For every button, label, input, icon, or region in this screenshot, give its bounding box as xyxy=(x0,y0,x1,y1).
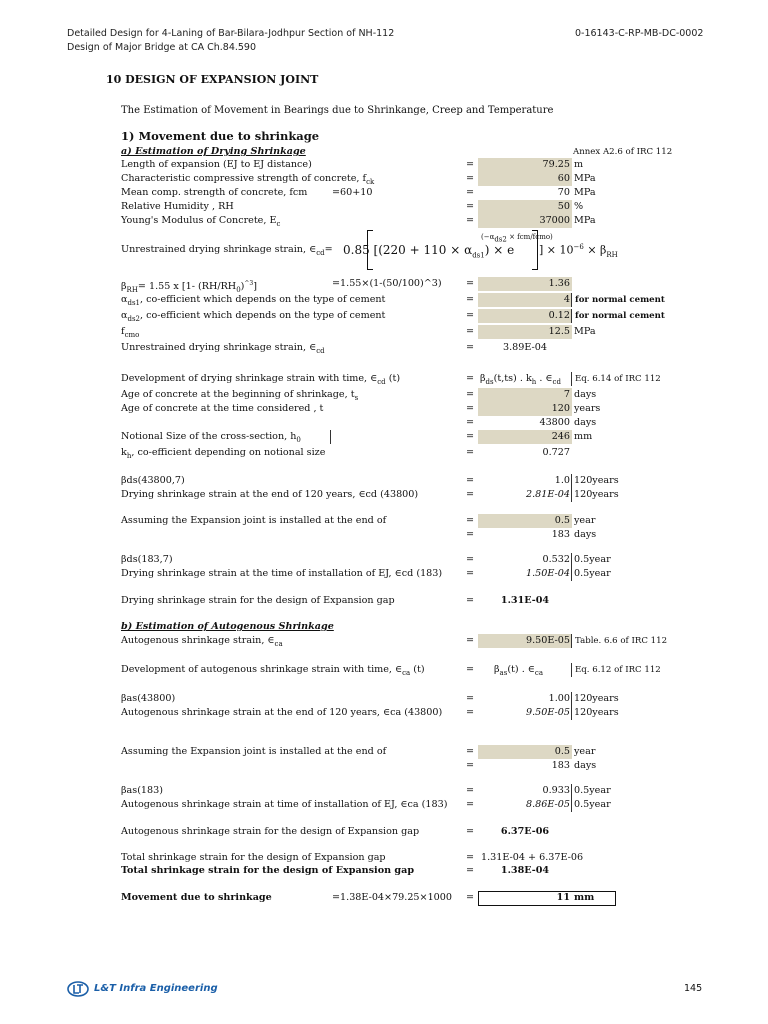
page-number: 145 xyxy=(684,983,703,994)
install-assumption-row: Assuming the Expansion joint is installed at the end of = 0.5 year xyxy=(121,515,596,526)
ecd-formula-row: Unrestrained drying shrinkage strain, $\in_{cd}=$ xyxy=(121,244,333,257)
intro-row: The Estimation of Movement in Bearings due to Shrinkange, Creep and Temperature xyxy=(121,105,554,116)
drying-install-row: Drying shrinkage strain at the time of installation of EJ, ∈cd (183) = 1.50E-04 0.5year xyxy=(121,568,611,579)
autogenous-install-row: Autogenous shrinkage strain at time of installation of EJ, ∈ca (183) = 8.86E-05 0.5year xyxy=(121,799,611,810)
project-title: Detailed Design for 4-Laning of Bar-Bilara-Jodhpur Section of NH-112 xyxy=(67,28,395,39)
drying-subheading-row xyxy=(0,145,768,159)
fcmo-row: $f_{cmo}$ = 12.5 MPa xyxy=(121,326,596,339)
h0-row: Notional Size of the cross-section, $h_0$ = 246 mm xyxy=(121,431,593,444)
install-days-row: = 183 days xyxy=(466,529,597,540)
autogenous-120-row: Autogenous shrinkage strain at the end of 120 years, ∈ca (43800) = 9.50E-05 120years xyxy=(121,707,619,718)
drying-gap-row: Drying shrinkage strain for the design of Expansion gap = 1.31E-04 xyxy=(121,595,550,606)
t-days-row: = 43800 days xyxy=(466,417,597,428)
ts-row: Age of concrete at the beginning of shrinkage, $t_s$ = 7 days xyxy=(121,389,597,402)
total-strain-row: Total shrinkage strain for the design of Expansion gap = 1.38E-04 xyxy=(121,865,550,876)
rh-row: Relative Humidity , RH = 50 % xyxy=(121,201,584,212)
autogenous-gap-row: Autogenous shrinkage strain for the design of Expansion gap = 6.37E-06 xyxy=(121,826,550,837)
total-sum-row: Total shrinkage strain for the design of Expansion gap = 1.31E-04 + 6.37E-06 xyxy=(121,852,584,863)
t-row: Age of concrete at the time considered , t = 120 years xyxy=(121,403,601,414)
lt-logo-icon xyxy=(67,981,89,997)
auto-install-days-row: = 183 days xyxy=(466,760,597,771)
beta-rh-row: $\beta_{RH}= 1.55$ x [1- $(RH/RH_0)^{\^{}3}$] =1.55×(1-(50/100)^3) = 1.36 xyxy=(121,278,570,295)
auto-install-assumption-row: Assuming the Expansion joint is installed at the end of = 0.5 year xyxy=(121,746,596,757)
beta-ds-183-row: βds(183,7) = 0.532 0.5year xyxy=(121,554,611,565)
beta-ds-120-row: βds(43800,7) = 1.0 120years xyxy=(121,475,619,486)
alpha-ds1-row: $\alpha_{ds1}$, co-efficient which depends on the type of cement = 4 for normal cement xyxy=(121,294,665,307)
alpha-ds2-row: $\alpha_{ds2}$, co-efficient which depends on the type of cement = 0.12 for normal cement xyxy=(121,310,665,323)
ecd-value-row: Unrestrained drying shrinkage strain, $\in_{cd}$ = 3.89E-04 xyxy=(121,342,547,355)
movement-result-box xyxy=(478,891,616,906)
shrinkage-formula: 0.85 [$(220 + 110 \times \alpha_{ds1}) \times e$ ($-\alpha_{ds2}$ × fcm/fcmo) ] × $10^{-6} \times \beta_{RH}$ xyxy=(343,230,573,270)
autogenous-subheading: b) Estimation of Autogenous Shrinkage xyxy=(121,621,334,632)
section-title: 10 DESIGN OF EXPANSION JOINT xyxy=(106,73,319,86)
drying-subheading: a) Estimation of Drying Shrinkage xyxy=(121,146,306,157)
beta-as-183-row: βas(183) = 0.933 0.5year xyxy=(121,785,611,796)
fcm-row: Mean comp. strength of concrete, fcm =60+10 = 70 MPa xyxy=(121,187,596,198)
cell-divider xyxy=(330,430,331,444)
autogenous-subheading-row xyxy=(0,620,768,634)
eq-sign: = xyxy=(466,159,475,170)
company-logo xyxy=(67,981,89,997)
autogenous-development-row: Development of autogenous shrinkage strain with time, $\in_{ca}$ (t) = $\beta_{as}(t)$ . $\in_{ca}$ Eq. 6.12 of IRC 112 xyxy=(121,664,661,677)
kh-row: $k_h$, co-efficient depending on notional size = 0.727 xyxy=(121,447,570,460)
drying-development-row: Development of drying shrinkage strain with time, $\in_{cd}$ (t) = $\beta_{ds}(t,ts)$ . $k_h$ . $\in_{cd}$ Eq. 6.14 of IRC 112 xyxy=(121,373,661,386)
fck-row: Characteristic compressive strength of concrete, $f_{ck}$ = 60 MPa xyxy=(121,173,596,186)
length-row: Length of expansion (EJ to EJ distance) = 79.25 m xyxy=(121,159,584,170)
shrinkage-heading: 1) Movement due to shrinkage xyxy=(121,129,320,143)
company-name: L&T Infra Engineering xyxy=(94,983,218,994)
ec-row: Young's Modulus of Concrete, $E_c$ = 37000 MPa xyxy=(121,215,596,228)
drying-120-row: Drying shrinkage strain at the end of 120 years, ∈cd (43800) = 2.81E-04 120years xyxy=(121,489,619,500)
bridge-subtitle: Design of Major Bridge at CA Ch.84.590 xyxy=(67,42,257,53)
eca-row: Autogenous shrinkage strain, $\in_{ca}$ = 9.50E-05 Table. 6.6 of IRC 112 xyxy=(121,635,668,648)
document-number: 0-16143-C-RP-MB-DC-0002 xyxy=(575,28,704,39)
beta-as-120-row: βas(43800) = 1.00 120years xyxy=(121,693,619,704)
movement-row: Movement due to shrinkage =1.38E-04×79.25×1000 = 11 mm xyxy=(0,891,768,905)
annex-ref: Annex A2.6 of IRC 112 xyxy=(573,147,673,157)
